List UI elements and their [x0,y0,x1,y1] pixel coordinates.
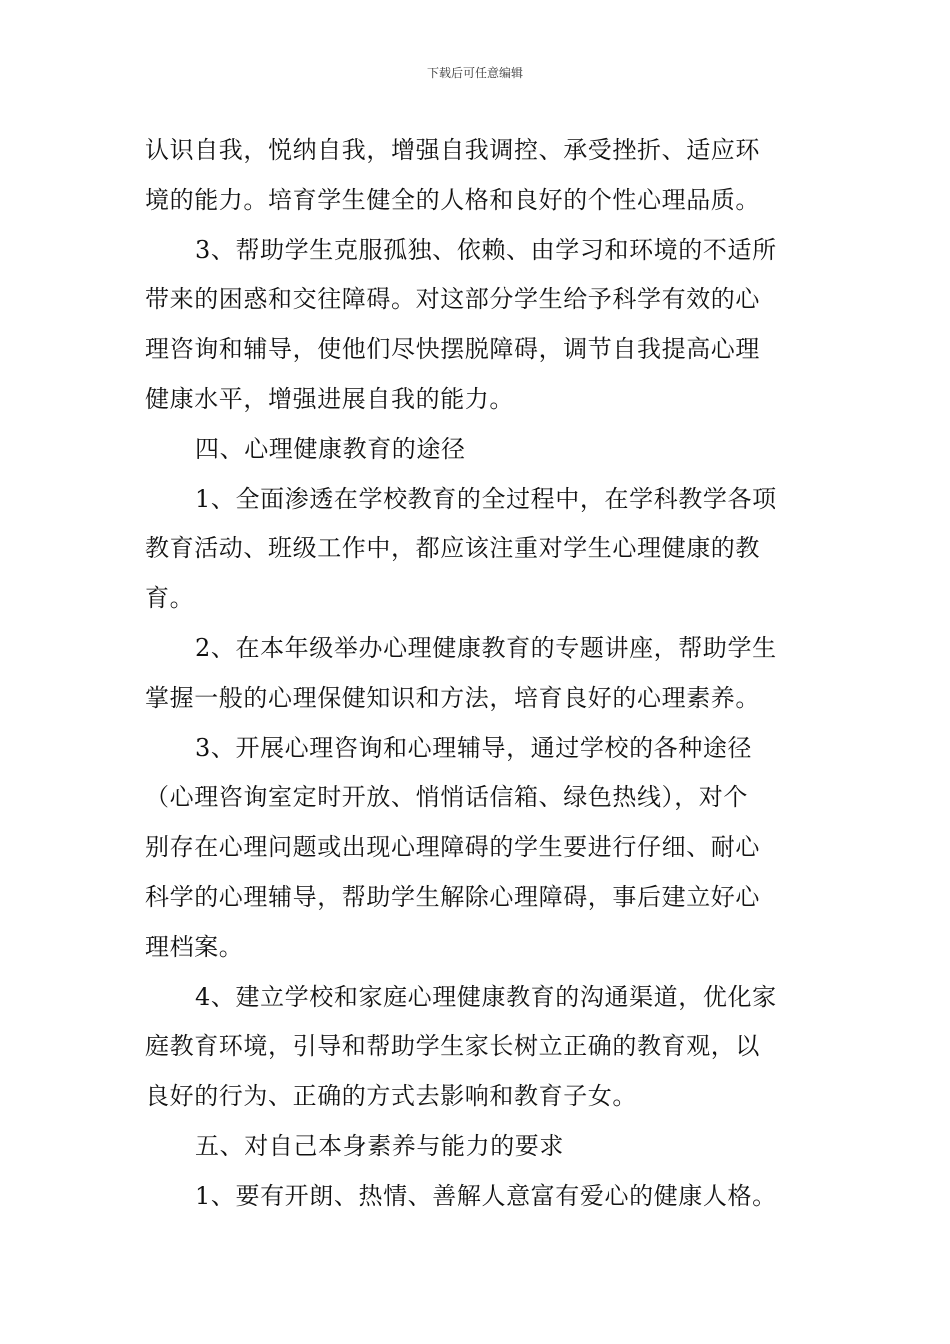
text-line: 良好的行为、正确的方式去影响和教育子女。 [145,1082,637,1111]
section-heading: 四、心理健康教育的途径 [195,434,466,463]
text-line: 掌握一般的心理保健知识和方法，培育良好的心理素养。 [145,683,760,712]
text-line: 2、在本年级举办心理健康教育的专题讲座，帮助学生 [195,633,777,662]
text-line: 1、全面渗透在学校教育的全过程中，在学科教学各项 [195,484,777,513]
text-line: 健康水平，增强进展自我的能力。 [145,384,514,413]
text-line: 境的能力。培育学生健全的人格和良好的个性心理品质。 [145,185,760,214]
text-line: （心理咨询室定时开放、悄悄话信箱、绿色热线），对个 [145,783,748,812]
text-line: 庭教育环境，引导和帮助学生家长树立正确的教育观，以 [145,1032,760,1061]
text-line: 别存在心理问题或出现心理障碍的学生要进行仔细、耐心 [145,833,760,862]
text-line: 科学的心理辅导，帮助学生解除心理障碍，事后建立好心 [145,882,760,911]
document-body [145,126,805,1222]
text-line: 理咨询和辅导，使他们尽快摆脱障碍，调节自我提高心理 [145,335,760,364]
text-line: 3、帮助学生克服孤独、依赖、由学习和环境的不适所 [195,235,777,264]
text-line: 理档案。 [145,932,244,961]
section-heading: 五、对自己本身素养与能力的要求 [195,1131,564,1160]
text-line: 4、建立学校和家庭心理健康教育的沟通渠道，优化家 [195,982,777,1011]
text-line: 3、开展心理咨询和心理辅导，通过学校的各种途径 [195,733,753,762]
page-header-note: 下载后可任意编辑 [426,66,523,80]
text-line: 育。 [145,584,195,613]
text-line: 带来的困惑和交往障碍。对这部分学生给予科学有效的心 [145,285,760,314]
text-line: 1、要有开朗、热情、善解人意富有爱心的健康人格。 [195,1181,777,1210]
text-line: 教育活动、班级工作中，都应该注重对学生心理健康的教 [145,534,760,563]
text-line: 认识自我，悦纳自我，增强自我调控、承受挫折、适应环 [145,136,760,164]
